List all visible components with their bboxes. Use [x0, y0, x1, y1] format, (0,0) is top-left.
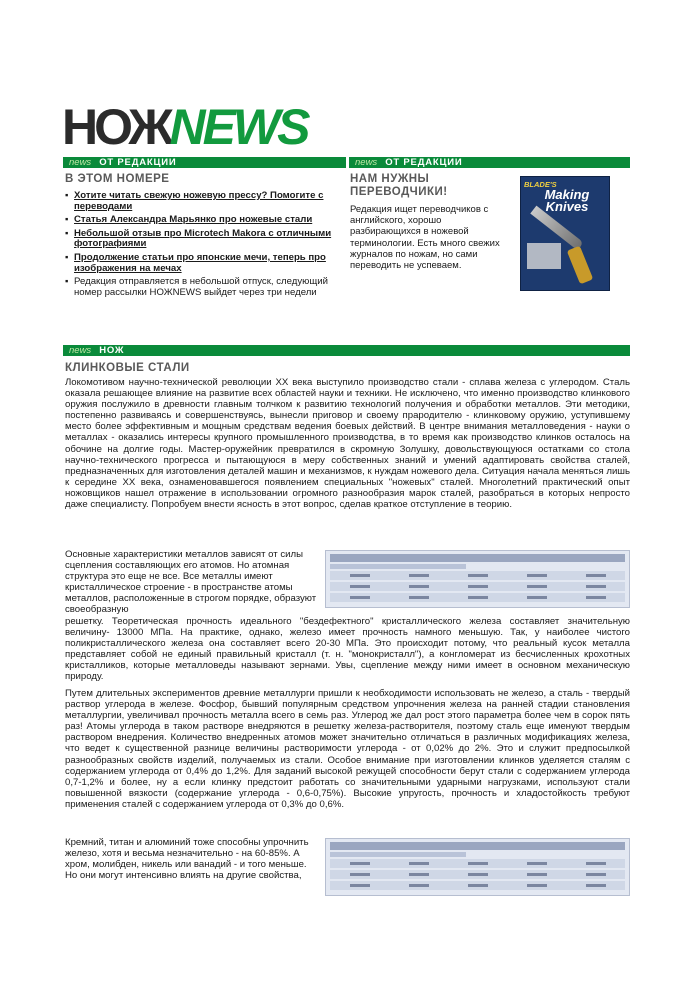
bullet-icon: ▪	[65, 276, 69, 288]
bullet-icon: ▪	[65, 227, 69, 239]
table-header	[330, 842, 625, 850]
bullet-icon: ▪	[65, 214, 69, 226]
issue-contents-list	[65, 191, 337, 301]
cover-title: Making Knives	[544, 187, 590, 214]
bullet-icon: ▪	[65, 251, 69, 263]
section-bar-label: НОЖ	[99, 345, 125, 356]
list-item	[65, 277, 337, 298]
news-tag: news	[69, 345, 92, 356]
cover-inset	[527, 243, 561, 269]
list-item[interactable]	[65, 253, 337, 274]
article-paragraph-3: Путем длительных экспериментов древние металлурги пришли к необходимости использовать не железо, а сталь - твердый раствор углерода в железе. Фосфор, бывший популярным средством упрочнения железа на ранней стадии становления металлургии, увеличивал прочность металла всего в семь раз. Углерод же дал рост этого параметра более чем в сорок пять раз! Атомы углерода в таком растворе внедряются в решетку железа-растворителя, поэтому сталь еще именуют твердым раствором внедрения. Количество внедренных атомов может значительно отличаться в различных модификациях железа, что ведет к существенной разнице величины растворимости углерода - от 0,02% до 2%. Это и служит предпосылкой разнообразных свойств изделий, получаемых из стали. Особое внимание при изготовлении клинков уделяется сталям с содержанием углерода от 0,4% до 1,2%. Для заданий высокой режущей способности берут стали с содержанием углерода 0,7-1,2% и более, ну а если клинку предстоит работать со значительными ударными нагрузками, используют стали повышенной вязкости (содержание углерода - 0,6-0,75%). Высокие упругость, прочность и хладостойкость требуют применения сталей с содержанием углерода от 0,3% до 0,6%.	[65, 688, 630, 810]
table-header	[330, 554, 625, 562]
logo-part-news: NEWS	[169, 99, 308, 155]
news-tag: news	[355, 157, 378, 168]
section-bar-editorial-right	[349, 157, 630, 168]
magazine-cover-image	[520, 176, 610, 291]
list-item[interactable]	[65, 191, 337, 212]
table-row	[330, 582, 625, 591]
translators-needed-title: НАМ НУЖНЫ ПЕРЕВОДЧИКИ!	[350, 173, 448, 198]
article-paragraph-4-wrapped: Кремний, титан и алюминий тоже способны упрочнить железо, хотя и весьма незначительно - на 60-85%. А хром, молибден, никель или ванадий - и того меньше. Но они могут интенсивно влиять на другие свойства,	[65, 837, 309, 882]
logo-part-noj: НОЖ	[62, 99, 170, 155]
toc-link-steels-article[interactable]: Статья Александра Марьянко про ножевые стали	[74, 214, 313, 226]
in-this-issue-title: В ЭТОМ НОМЕРЕ	[65, 173, 170, 185]
toc-link-japanese-swords[interactable]: Продолжение статьи про японские мечи, теперь про изображения на мечах	[74, 251, 326, 274]
steel-table-image-1	[325, 550, 630, 608]
section-bar-label: ОТ РЕДАКЦИИ	[385, 157, 463, 168]
news-tag: news	[69, 157, 92, 168]
cover-publisher: BLADE'S	[524, 180, 557, 189]
bullet-icon: ▪	[65, 190, 69, 201]
brand-logo	[62, 99, 308, 155]
toc-link-makora-review[interactable]: Небольшой отзыв про Microtech Makora с отличными фотографиями	[74, 227, 332, 250]
knife-handle-icon	[567, 246, 593, 285]
vacation-notice: Редакция отправляется в небольшой отпуск, следующий номер рассылки НОЖNEWS выйдет через три недели	[74, 276, 328, 298]
section-bar-label: ОТ РЕДАКЦИИ	[99, 157, 177, 168]
table-row	[330, 593, 625, 602]
table-row	[330, 881, 625, 890]
table-row	[330, 870, 625, 879]
table-subheader	[330, 564, 466, 569]
steel-table-image-2	[325, 838, 630, 896]
article-paragraph-2-continued: решетку. Теоретическая прочность идеального "бездефектного" кристаллического железа составляет значительную величину- 13000 МПа. На практике, однако, железо имеет прочность намного меньшую. Так, у наиболее чистого поликристаллического железа она составляет всего 20-30 МПа. Это происходит потому, что реальный кусок металла представляет собой не единый правильный кристалл (т. н. "монокристалл"), а конгломерат из бесчисленных крохотных кристалликов, которые металловеды называют зернами. Увы, сцепление между ними имеет в основном механическую природу.	[65, 616, 630, 683]
list-item[interactable]	[65, 229, 337, 250]
article-title: КЛИНКОВЫЕ СТАЛИ	[65, 362, 190, 374]
translators-needed-text: Редакция ищет переводчиков с английского, хорошо разбирающихся в ножевой терминологии. Есть много свежих журналов по ножам, но сами переводить не успеваем.	[350, 204, 500, 272]
section-bar-editorial-left	[63, 157, 346, 168]
article-paragraph-2-wrapped: Основные характеристики металлов зависят от силы сцепления составляющих его атомов. Но атомная структура это еще не все. Все металлы имеют кристаллическое строение - в пространстве атомы металлов, расположенные в строгом порядке, образуют своеобразную	[65, 549, 317, 616]
table-subheader	[330, 852, 466, 857]
toc-link-translators[interactable]: Хотите читать свежую ножевую прессу? Помогите с переводами	[74, 190, 324, 212]
section-bar-knife	[63, 345, 630, 356]
table-row	[330, 859, 625, 868]
list-item[interactable]	[65, 215, 337, 226]
article-paragraph-1: Локомотивом научно-технической революции XX века выступило производство стали - сплава железа с углеродом. Сталь оказала решающее влияние на развитие всех областей науки и техники. Не исключено, что именно производство клинкового оружия послужило в древности главным толчком к развитию технологий получения и обработки металлов. Эти методики, постепенно развиваясь и совершенствуясь, вынесли приговор и своему прародителю - клинковому оружию, уступившему место более эффективным и мощным средствам ведения боевых действий. В центре внимания металловедения - науки о металлах - оказались интересы крупного промышленного производства, в то время как производство клинков осталось на обочине на долгие годы. Мастер-оружейник превратился в скромную Золушку, довольствующуюся остатками со стола научно-технического прогресса и пытающуюся в меру собственных знаний и умений адаптировать свойства сталей, предназначенных для изготовления деталей машин и механизмов, к нуждам ножевого дела. Ситуация начала меняться лишь к середине XX века, ознаменовавшегося появлением специальных "ножевых" сталей. Многолетний практический опыт ножовщиков нашел отражение в использовании огромного разнообразия марок сталей, разобраться в которых непросто даже специалисту. Попробуем внести ясность в этот вопрос, сделав краткое отступление в теорию.	[65, 377, 630, 511]
table-row	[330, 571, 625, 580]
